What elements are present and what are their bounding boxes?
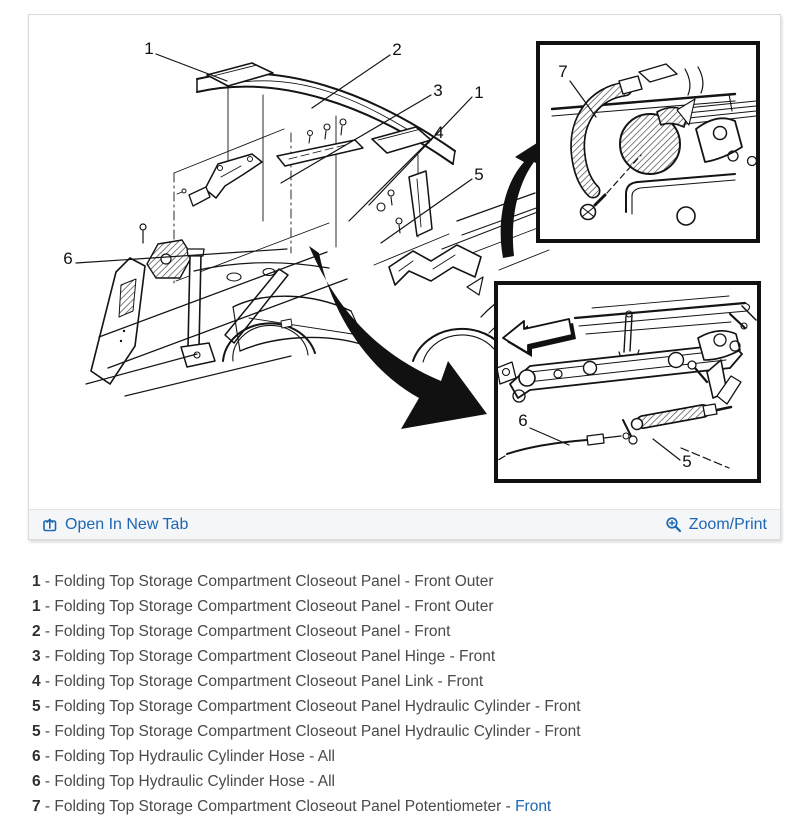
inset-top-box	[538, 43, 758, 241]
part-desc: - Folding Top Storage Compartment Closeout Panel - Front Outer	[40, 598, 494, 615]
callout-1-right: 1	[474, 83, 484, 102]
part-number: 2	[32, 623, 41, 640]
part-number: 7	[32, 798, 41, 815]
part-row	[32, 769, 581, 794]
callout-6-inset: 6	[518, 411, 528, 430]
part-desc: - Folding Top Hydraulic Cylinder Hose - All	[40, 773, 335, 790]
part-row	[32, 594, 581, 619]
diagram-canvas	[29, 15, 780, 509]
part-number: 1	[32, 573, 41, 590]
callout-6: 6	[63, 249, 73, 268]
callout-leaders	[76, 54, 472, 263]
part-number: 3	[32, 648, 41, 665]
part-row	[32, 669, 581, 694]
viewer-toolbar	[29, 509, 780, 539]
callout-3: 3	[433, 81, 443, 100]
open-in-new-tab-icon	[42, 517, 58, 533]
part-front-link[interactable]: Front	[515, 798, 552, 815]
zoom-print-icon	[665, 516, 682, 533]
part-desc: - Folding Top Hydraulic Cylinder Hose - All	[40, 748, 335, 765]
part-row	[32, 619, 581, 644]
part-number: 1	[32, 598, 41, 615]
inset-bottom-box	[481, 283, 759, 481]
parts-list	[32, 569, 581, 819]
part-desc: - Folding Top Storage Compartment Closeout Panel Hinge - Front	[40, 648, 496, 665]
part-row	[32, 719, 581, 744]
diagram-viewer	[28, 14, 781, 540]
part-row	[32, 694, 581, 719]
part-number: 4	[32, 673, 41, 690]
callout-7: 7	[558, 62, 568, 81]
callout-1-left: 1	[144, 39, 154, 58]
zoom-print-label: Zoom/Print	[688, 515, 767, 533]
part-desc: - Folding Top Storage Compartment Closeout Panel - Front Outer	[40, 573, 494, 590]
open-in-new-tab-link[interactable]	[42, 516, 188, 534]
part-row	[32, 569, 581, 594]
part-desc: - Folding Top Storage Compartment Closeout Panel - Front	[40, 623, 451, 640]
part-number: 5	[32, 698, 41, 715]
part-row	[32, 794, 581, 819]
part-row	[32, 744, 581, 769]
part-number: 6	[32, 748, 41, 765]
callout-4: 4	[434, 123, 444, 142]
part-row	[32, 644, 581, 669]
parts-diagram-image	[29, 15, 780, 509]
part-number: 6	[32, 773, 41, 790]
part-desc: - Folding Top Storage Compartment Closeout Panel Hydraulic Cylinder - Front	[40, 723, 581, 740]
part-desc: - Folding Top Storage Compartment Closeout Panel Potentiometer -	[40, 798, 516, 815]
part-desc: - Folding Top Storage Compartment Closeout Panel Link - Front	[40, 673, 484, 690]
open-in-new-tab-label: Open In New Tab	[65, 515, 189, 533]
callout-2: 2	[392, 40, 402, 59]
zoom-print-link[interactable]	[665, 516, 767, 534]
callout-5: 5	[474, 165, 484, 184]
part-desc: - Folding Top Storage Compartment Closeout Panel Hydraulic Cylinder - Front	[40, 698, 581, 715]
callout-5-inset: 5	[682, 452, 692, 471]
part-number: 5	[32, 723, 41, 740]
